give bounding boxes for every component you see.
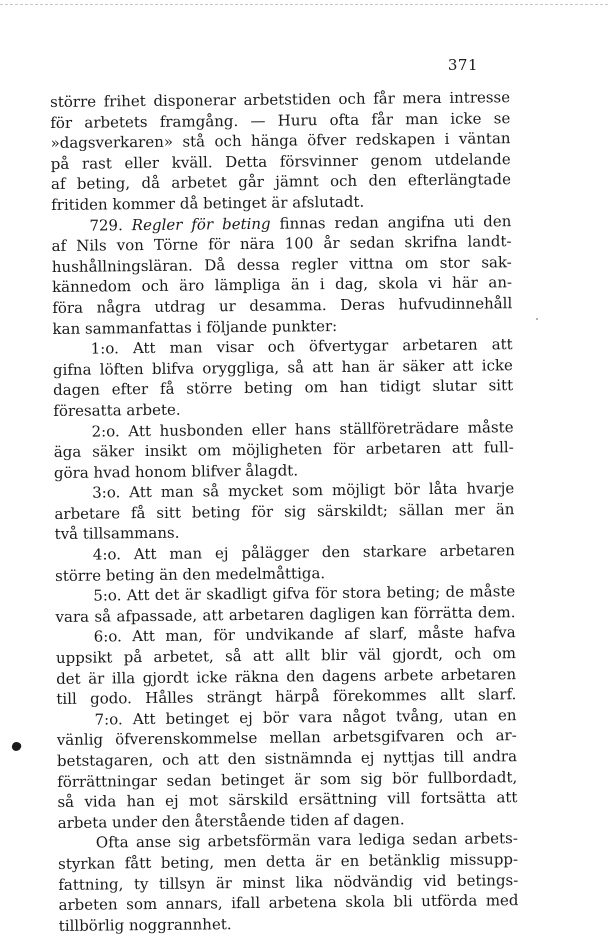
text-line: 3:o. Att man så mycket som möjligt bör låta hvarje — [92, 479, 515, 502]
text-line: 6:o. Att man, för undvikande af slarf, måste hafva — [93, 623, 516, 647]
margin-ink-mark — [11, 741, 23, 753]
text-line: 729. Regler för beting finnas redan angifna uti den — [89, 211, 512, 235]
text-line: större frihet disponerar arbetstiden och får mera intresse — [50, 88, 511, 111]
text-line: fritiden kommer då betinget är afslutadt. — [51, 192, 365, 214]
text-line: två tillsammans. — [54, 524, 180, 544]
text-line: tillbörlig noggrannhet. — [58, 914, 232, 935]
text-line: förrättningar sedan betinget är som sig bör fullbordadt, — [57, 767, 518, 791]
text-line: dagen efter få större beting om han tidigt slutar sitt — [53, 376, 514, 400]
text-line: arbeten som annars, ifall arbetena skola bli utförda med — [58, 891, 519, 915]
text-line: 2:o. Att husbonden eller hans ställföreträdare måste — [91, 417, 514, 441]
text-line: på rast eller kväll. Detta försvinner genom utdelande — [50, 149, 511, 173]
text-line: af Nils von Törne för nära 100 år sedan skrifna landt- — [51, 232, 512, 256]
text-line: 1:o. Att man visar och öfvertygar arbetaren att — [90, 335, 513, 358]
scan-top-edge — [0, 4, 608, 5]
text-line: kan sammanfattas i följande punkter: — [52, 316, 338, 338]
text-line: så vida han ej mot särskild ersättning vill fortsätta att — [57, 788, 518, 812]
text-line: styrkan fått beting, men detta är en betänklig missupp- — [57, 850, 519, 873]
text-line: större beting än den medelmåttiga. — [54, 563, 326, 585]
text-line: föresatta arbete. — [53, 400, 181, 420]
text-line: kännedom och äro lämpliga än i dag, skola vi här an- — [51, 273, 513, 297]
text-line: 4:o. Att man ej pålägger den starkare arbetaren — [92, 541, 515, 564]
text-line: göra hvad honom blifver ålagdt. — [53, 461, 299, 482]
text-line: arbeta under den återstående tiden af dagen. — [57, 810, 405, 832]
text-line: 5:o. Att det är skadligt gifva för stora beting; de måste — [93, 582, 516, 605]
text-line: arbetare få sitt beting för sig särskildt; sällan mer än — [54, 500, 515, 523]
text-line: föra några utdrag ur desamma. Deras hufvudinnehåll — [52, 294, 513, 317]
text-line: hushållningsläran. Då dessa regler vittna om stor sak- — [51, 252, 512, 276]
text-line: vänlig öfverenskommelse mellan arbetsgifvaren och ar- — [56, 726, 517, 750]
text-line: betstagaren, och att den sistnämnda ej nyttjas till andra — [56, 747, 518, 770]
text-line: fattning, ty tillsyn är minst lika nödvändig vid betings- — [58, 870, 519, 894]
text-line: till godo. Hålles strängt härpå förekommes allt slarf. — [56, 685, 517, 709]
text-line: äga säker insikt om möjligheten för arbetaren att full- — [53, 438, 514, 462]
text-line: gifna löften blifva oryggliga, så att han är säker att icke — [52, 355, 513, 379]
scan-speck — [536, 318, 538, 320]
text-line: uppsikt på arbetet, så att allt blir väl gjordt, och om — [55, 644, 516, 667]
text-line: af beting, då arbetet går jämnt och den efterlängtade — [50, 170, 512, 194]
text-line: det är illa gjordt icke räkna den dagens arbete arbetaren — [56, 664, 517, 688]
text-line: vara så afpassade, att arbetaren dagligen kan förrätta dem. — [55, 602, 516, 626]
body-text — [50, 87, 519, 936]
page-number: 371 — [447, 56, 478, 74]
text-line: 7:o. Att betinget ej bör vara något tvång, utan en — [94, 705, 517, 729]
text-line: »dagsverkaren» stå och hänga öfver redskapen i väntan — [50, 129, 511, 153]
text-line: Ofta anse sig arbetsförmän vara lediga sedan arbets- — [95, 829, 518, 852]
italic-term: Regler för beting — [131, 214, 271, 234]
text-line: för arbetets framgång. — Huru ofta får man icke se — [50, 108, 511, 132]
